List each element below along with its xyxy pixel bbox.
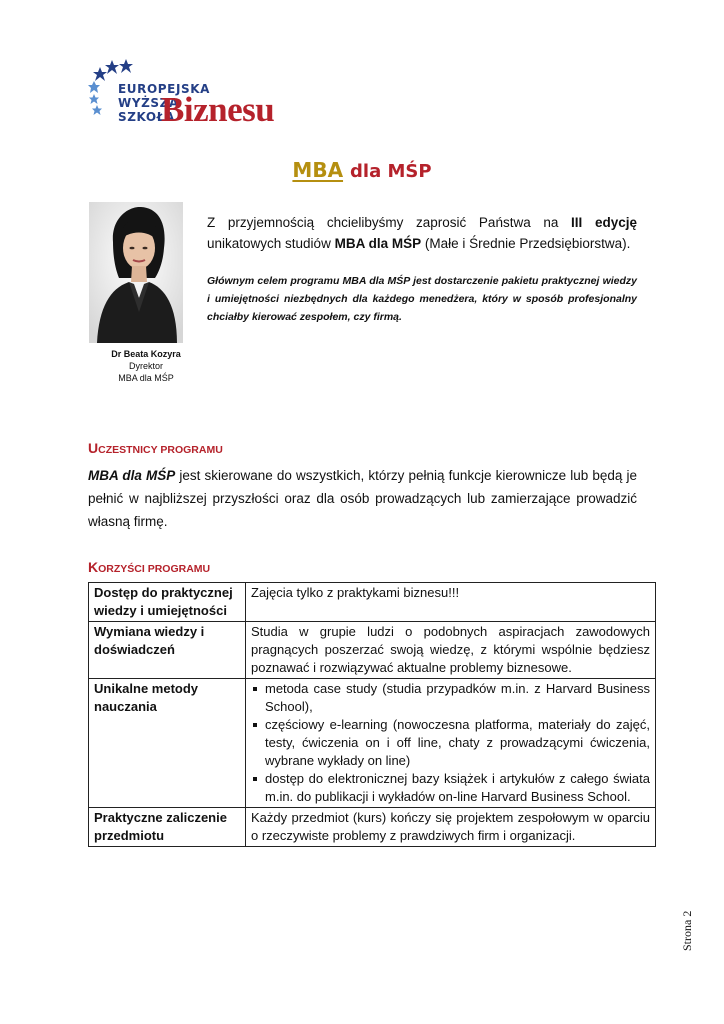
table-row bbox=[89, 622, 656, 679]
logo-line-2: WYŻSZA bbox=[118, 96, 179, 110]
participants-heading bbox=[88, 440, 223, 456]
list-item-text: metoda case study (studia przypadków m.in. z Harvard Business School), bbox=[265, 681, 650, 714]
bullet-icon bbox=[253, 777, 257, 781]
benefit-value: Studia w grupie ludzi o podobnych aspiracjach zawodowych pragnących poszerzać swoją wiedzę, z którymi wspólnie będziesz poznawać i rozwiązywać aktualne problemy biznesowe. bbox=[246, 622, 656, 679]
table-row bbox=[89, 808, 656, 847]
page-number-text: Strona 2 bbox=[680, 910, 694, 951]
list-item-text: dostęp do elektronicznej bazy książek i artykułów z całego świata m.in. do publikacji i wykładów on-line Harvard Business School. bbox=[265, 771, 650, 804]
benefits-heading-first: K bbox=[88, 559, 99, 575]
participants-body: jest skierowane do wszystkich, którzy pełnią funkcje kierownicze lub będą je pełnić w najbliższej przyszłości oraz dla osób prowadzących lub zamierzające prowadzić własną firmę. bbox=[88, 468, 637, 529]
participants-lead: MBA dla MŚP bbox=[88, 468, 176, 483]
director-program: MBA dla MŚP bbox=[118, 373, 174, 383]
intro-paragraph bbox=[207, 212, 637, 254]
intro-text-1: Z przyjemnością chcielibyśmy zaprosić Państwa na bbox=[207, 215, 572, 230]
director-role: Dyrektor bbox=[128, 361, 163, 371]
benefits-heading-rest: ORZYŚCI PROGRAMU bbox=[98, 563, 211, 575]
table-row bbox=[89, 679, 656, 808]
title-mba: MBA bbox=[292, 158, 344, 182]
logo-biznesu: Biznesu bbox=[161, 90, 275, 129]
intro-text-3: (Małe i Średnie Przedsiębiorstwa). bbox=[421, 236, 631, 251]
intro-edition: III edycję bbox=[571, 215, 637, 230]
bullet-icon bbox=[253, 687, 257, 691]
logo-line-1: EUROPEJSKA bbox=[118, 82, 211, 96]
benefit-value: Zajęcia tylko z praktykami biznesu!!! bbox=[246, 583, 656, 622]
benefits-table bbox=[88, 582, 656, 847]
school-logo bbox=[88, 58, 308, 130]
list-item-text: częściowy e-learning (nowoczesna platforma, materiały do zajęć, testy, ćwiczenia on i off line, chaty z prowadzącymi ćwiczenia, wybrane wykłady on line) bbox=[265, 717, 650, 768]
benefit-value: Każdy przedmiot (kurs) kończy się projektem zespołowym w oparciu o rzeczywiste problemy z prawdziwych firm i organizacji. bbox=[246, 808, 656, 847]
bullet-icon bbox=[253, 723, 257, 727]
portrait-image bbox=[89, 202, 183, 343]
list-item bbox=[251, 716, 650, 770]
table-row bbox=[89, 583, 656, 622]
benefit-key: Dostęp do praktycznej wiedzy i umiejętności bbox=[89, 583, 246, 622]
benefit-key: Wymiana wiedzy i doświadczeń bbox=[89, 622, 246, 679]
benefits-heading bbox=[88, 559, 210, 575]
intro-text-2: unikatowych studiów bbox=[207, 236, 335, 251]
participants-text bbox=[88, 464, 637, 533]
title-rest: dla MŚP bbox=[350, 161, 432, 182]
page-title bbox=[0, 158, 724, 182]
intro-program: MBA dla MŚP bbox=[334, 236, 422, 251]
participants-heading-first: U bbox=[88, 440, 99, 456]
director-photo bbox=[89, 202, 183, 343]
mission-statement: Głównym celem programu MBA dla MŚP jest dostarczenie pakietu praktycznej wiedzy i umiejętności niezbędnych dla każdego menedżera, który w sposób profesjonalny chciałby kierować zespołem, czy firmą. bbox=[207, 275, 637, 323]
director-caption bbox=[96, 348, 196, 384]
benefit-key: Praktyczne zaliczenie przedmiotu bbox=[89, 808, 246, 847]
benefit-key: Unikalne metody nauczania bbox=[89, 679, 246, 808]
list-item bbox=[251, 770, 650, 806]
director-name: Dr Beata Kozyra bbox=[111, 349, 181, 359]
list-item bbox=[251, 680, 650, 716]
page-number bbox=[666, 905, 706, 955]
participants-heading-rest: CZESTNICY PROGRAMU bbox=[98, 444, 223, 456]
logo-line-3: SZKOŁA bbox=[118, 110, 175, 124]
benefit-value-list bbox=[246, 679, 656, 808]
